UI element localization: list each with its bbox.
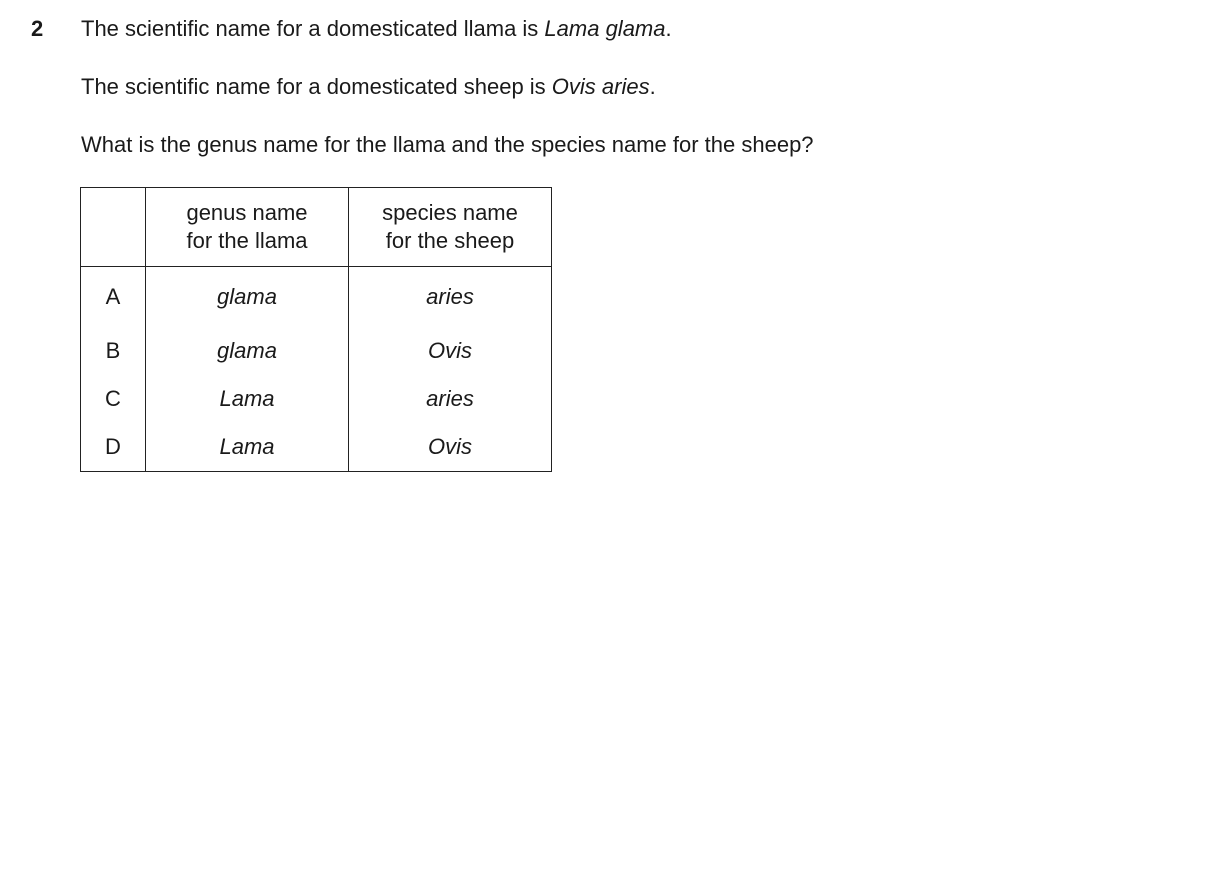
sheep-statement-prefix: The scientific name for a domesticated sheep is: [81, 74, 552, 99]
option-genus: glama: [146, 327, 349, 375]
option-genus: Lama: [146, 375, 349, 423]
option-letter: C: [81, 375, 146, 423]
llama-statement-prefix: The scientific name for a domesticated llama is: [81, 16, 545, 41]
option-row-d[interactable]: [81, 423, 552, 472]
answer-options-table: [80, 187, 552, 472]
option-row-a[interactable]: [81, 267, 552, 328]
question-prompt: What is the genus name for the llama and the species name for the sheep?: [81, 132, 814, 157]
llama-scientific-name: Lama glama: [544, 16, 666, 41]
option-species: aries: [349, 267, 552, 328]
sheep-statement: [81, 73, 656, 101]
header-empty-cell: [81, 188, 146, 267]
option-row-c[interactable]: [81, 375, 552, 423]
option-species: Ovis: [349, 423, 552, 472]
option-letter: D: [81, 423, 146, 472]
table-header-row: [81, 188, 552, 267]
sheep-scientific-name: Ovis aries: [551, 74, 650, 99]
header-species-line2: for the sheep: [385, 228, 515, 253]
sheep-statement-suffix: .: [649, 74, 656, 99]
header-species: [349, 188, 552, 267]
header-genus-line2: for the llama: [186, 228, 308, 253]
option-row-b[interactable]: [81, 327, 552, 375]
option-genus: Lama: [146, 423, 349, 472]
llama-statement-suffix: .: [665, 16, 672, 41]
option-species: aries: [349, 375, 552, 423]
option-species: Ovis: [349, 327, 552, 375]
llama-statement: [81, 15, 672, 43]
header-species-line1: species name: [382, 200, 518, 225]
option-letter: A: [81, 267, 146, 328]
option-genus: glama: [146, 267, 349, 328]
option-letter: B: [81, 327, 146, 375]
question-number: 2: [31, 16, 44, 41]
header-genus-line1: genus name: [186, 200, 308, 225]
header-genus: [146, 188, 349, 267]
